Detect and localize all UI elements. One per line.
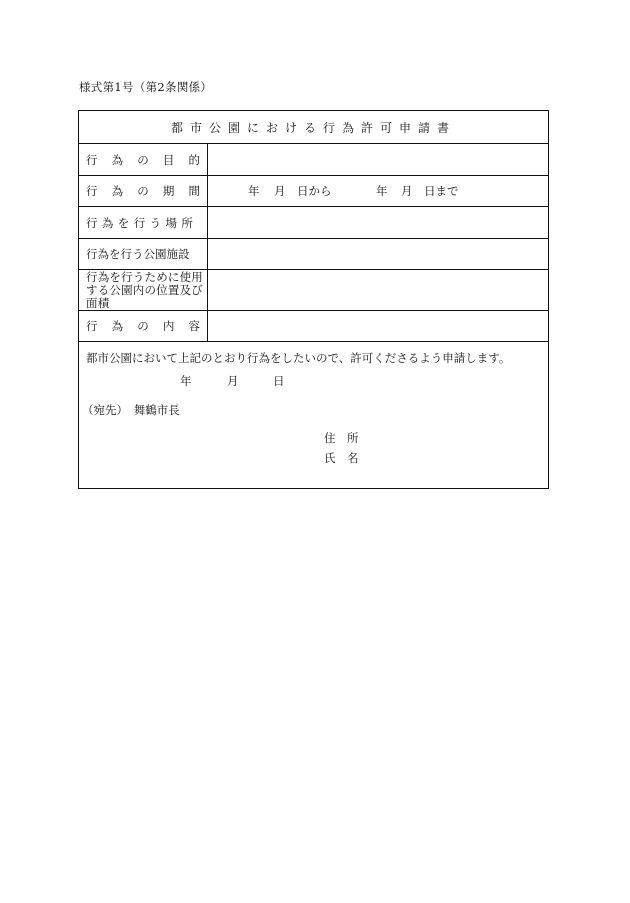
- label-char: 行: [86, 184, 98, 198]
- content-field[interactable]: [208, 311, 548, 341]
- purpose-field[interactable]: [208, 144, 548, 175]
- label-facility: 行為を行う公園施設: [79, 239, 208, 269]
- period-field[interactable]: [208, 176, 548, 206]
- label-char: 期: [162, 184, 175, 198]
- date-year-label: 年: [180, 374, 192, 388]
- label-char: 行: [86, 319, 98, 333]
- row-area: [79, 270, 548, 311]
- form-title: 都市公園における行為許可申請書: [79, 111, 548, 144]
- label-char: 為: [111, 184, 124, 198]
- label-char: 行: [86, 152, 98, 167]
- row-facility: [79, 239, 548, 270]
- label-char: の: [137, 152, 149, 167]
- row-place: [79, 207, 548, 239]
- end-day-label: 日まで: [424, 184, 459, 198]
- area-field[interactable]: [208, 270, 548, 310]
- address-label: 住 所: [324, 431, 359, 445]
- place-field[interactable]: [208, 207, 548, 238]
- date-day-label: 日: [273, 374, 285, 388]
- start-month-label: 月: [274, 184, 286, 198]
- application-form: [78, 110, 549, 489]
- form-number: 様式第1号（第2条関係）: [79, 80, 213, 94]
- label-char: 為: [111, 319, 124, 333]
- date-month-label: 月: [227, 374, 239, 388]
- label-char: 内: [162, 319, 175, 333]
- declaration-section: [79, 342, 548, 489]
- label-purpose: [79, 144, 208, 175]
- label-char: の: [137, 184, 149, 198]
- label-char: 目: [162, 152, 175, 167]
- row-purpose: [79, 144, 548, 176]
- label-char: 容: [188, 319, 200, 333]
- name-label: 氏 名: [324, 451, 359, 465]
- label-char: 的: [188, 152, 200, 167]
- label-content: [79, 311, 208, 341]
- row-content: [79, 311, 548, 342]
- end-month-label: 月: [401, 184, 413, 198]
- addressee: （宛先） 舞鶴市長: [82, 403, 180, 417]
- facility-field[interactable]: [208, 239, 548, 269]
- row-period: [79, 176, 548, 207]
- start-day-label: 日から: [297, 184, 332, 198]
- label-char: の: [137, 319, 149, 333]
- label-place: 行為を行う場所: [79, 207, 208, 238]
- label-period: [79, 176, 208, 206]
- start-year-label: 年: [248, 184, 260, 198]
- label-char: 間: [188, 184, 200, 198]
- declaration-text: 都市公園において上記のとおり行為をしたいので、許可くださるよう申請します。: [86, 351, 511, 365]
- label-char: 為: [111, 152, 124, 167]
- label-area: 行為を行うために使用する公園内の位置及び面積: [79, 270, 208, 310]
- end-year-label: 年: [376, 184, 388, 198]
